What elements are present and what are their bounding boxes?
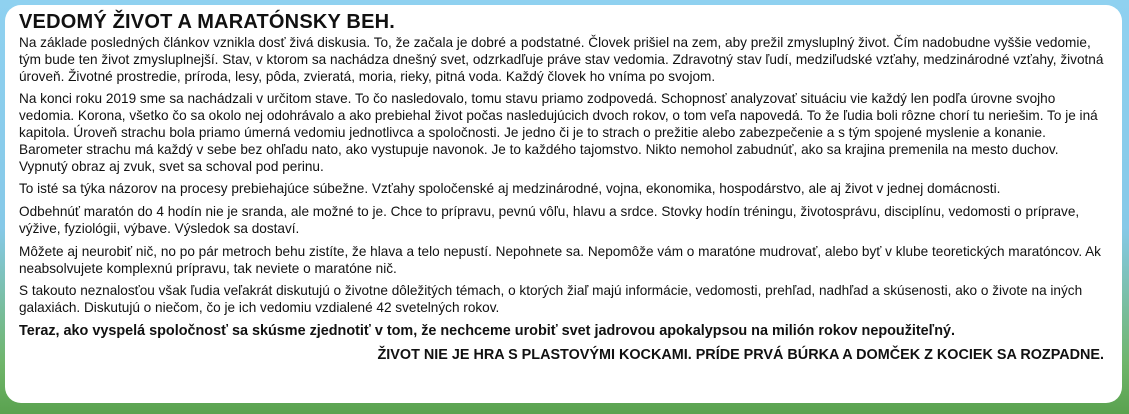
paragraph-1: Na základe posledných článkov vznikla dosť živá diskusia. To, že začala je dobré a podstatné. Človek prišiel na zem, aby prežil zmysluplný život. Čím nadobudne vyššie vedomie, tým bude ten život zmysluplnejší. Stav, v ktorom sa nachádza dnešný svet, odzrkadľuje práve stav vedomia. Zdravotný stav ľudí, medziľudské vzťahy, medzinárodné vzťahy, životná úroveň. Životné prostredie, príroda, lesy, pôda, zvieratá, moria, rieky, pitná voda. Každý človek ho vníma po svojom. xyxy=(19,35,1104,84)
paragraph-6: S takouto neznalosťou však ľudia veľakrát diskutujú o životne dôležitých témach, o ktorých žiaľ majú informácie, vedomosti, prehľad, nadhľad a skúsenosti, ako o živote na iných galaxiách. Diskutujú o niečom, čo je ich vedomiu vzdialené 42 svetelných rokov. xyxy=(19,283,1083,316)
paragraph-2: Na konci roku 2019 sme sa nachádzali v určitom stave. To čo nasledovalo, tomu stavu priamo zodpovedá. Schopnosť analyzovať situáciu vie každý len podľa úrovne svojho vedomia. Korona, všetko čo sa okolo nej odohrávalo a ako prebiehal život počas nasledujúcich dvoch rokov, o tom veľa napovedá. To že ľudia boli rôzne chorí tu neriešim. To je iná kapitola. Úroveň strachu bola priamo úmerná vedomiu jednotlivca a spoločnosti. Je jedno či je to strach o prežitie alebo zabezpečenie a s tým spojené myslenie a konanie. Barometer strachu má každý v sebe bez ohľadu nato, ako vystupuje navonok. Je to každého tajomstvo. Nikto nemohol zabudnúť, ako sa krajina premenila na mesto duchov. Vypnutý obraz aj zvuk, svet sa schoval pod perinu. xyxy=(19,91,1098,174)
article-title: VEDOMÝ ŽIVOT A MARATÓNSKY BEH. xyxy=(19,11,396,33)
article-card xyxy=(5,5,1122,403)
paragraph-4: Odbehnúť maratón do 4 hodín nie je sranda, ale možné to je. Chce to prípravu, pevnú vôľu, hlavu a srdce. Stovky hodín tréningu, životosprávu, disciplínu, vedomosti o príprave, výžive, fyziológii, výbave. Výsledok sa dostaví. xyxy=(19,204,1080,236)
closing-statement: ŽIVOT NIE JE HRA S PLASTOVÝMI KOCKAMI. PRÍDE PRVÁ BÚRKA A DOMČEK Z KOCIEK SA ROZPADNE. xyxy=(377,346,1104,363)
paragraph-3: To isté sa týka názorov na procesy prebiehajúce súbežne. Vzťahy spoločenské aj medzinárodné, vojna, ekonomika, hospodárstvo, ale aj život v jednej domácnosti. xyxy=(19,181,1001,197)
emphasis-statement: Teraz, ako vyspelá spoločnosť sa skúsme zjednotiť v tom, že nechceme urobiť svet jadrovou apokalypsou na milión rokov nepoužiteľný. xyxy=(19,322,956,339)
paragraph-5: Môžete aj neurobiť nič, no po pár metroch behu zistíte, že hlava a telo nepustí. Nepohnete sa. Nepomôže vám o maratóne mudrovať, alebo byť v klube teoretických maratóncov. Ak neabsolvujete komplexnú prípravu, tak neviete o maratóne nič. xyxy=(19,243,1101,276)
